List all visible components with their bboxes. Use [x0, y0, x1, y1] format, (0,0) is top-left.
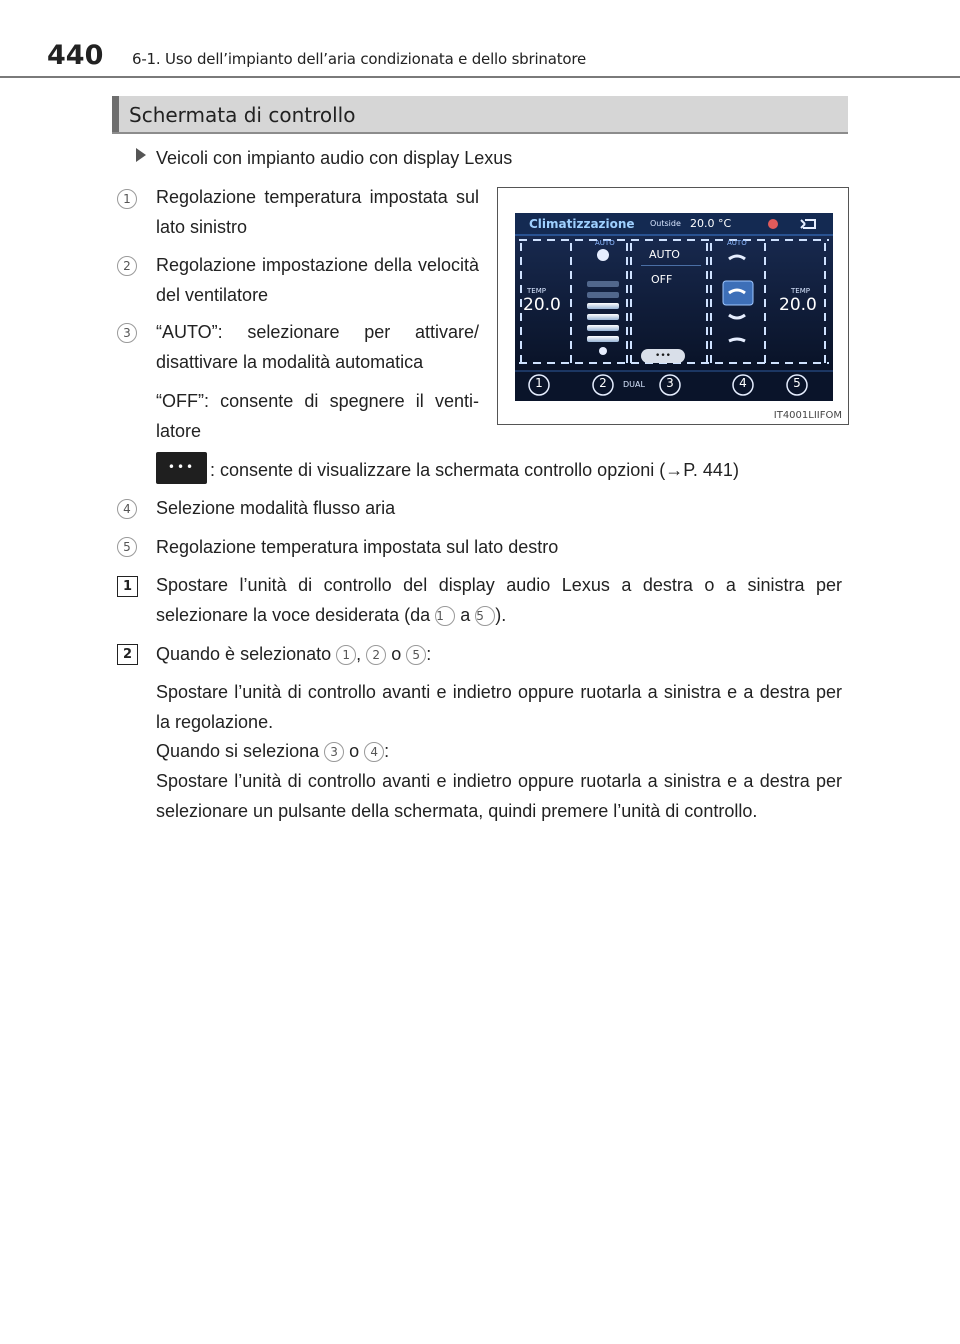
temp-value-left[interactable]: 20.0: [523, 295, 561, 315]
item-number-4: 4: [117, 499, 137, 519]
step-2-text-after: :: [426, 644, 432, 664]
outside-temp: 20.0 °C: [690, 217, 732, 230]
step-2-heading: [156, 639, 842, 669]
step-1-text: [156, 570, 842, 630]
page-number: 440: [47, 40, 104, 71]
outside-label: Outside: [650, 219, 681, 228]
step-2-ref-a: 1: [336, 645, 356, 665]
step-2-paragraph-2: [156, 736, 842, 766]
item-number-3: 3: [117, 323, 137, 343]
callout-1: 1: [535, 376, 543, 390]
step-1-text-before: Spostare l’unità di controllo del display audio Lexus a destra o a sinistra per selezionare la voce desiderata (da: [156, 575, 842, 625]
page-header: [0, 0, 960, 80]
item-text-5: Regolazione temperatura impostata sul lato destro: [156, 537, 559, 557]
item-number-5: 5: [117, 537, 137, 557]
step-1-text-after: ).: [495, 605, 507, 625]
image-code: IT4001LIIFOM: [773, 410, 842, 421]
step-1-mid: a: [460, 605, 471, 625]
auto-indicator-right: AUTO: [727, 239, 747, 247]
callout-2: 2: [599, 376, 607, 390]
item-text-3: “AUTO”: selezionare per attivare/ disattivare la modalità automatica: [156, 322, 479, 372]
step-2-para2-mid: o: [349, 741, 360, 761]
item-number-1: 1: [117, 189, 137, 209]
intro-text: Veicoli con impianto audio con display Lexus: [156, 148, 513, 168]
screen-title: Climatizzazione: [529, 217, 635, 231]
triangle-bullet-icon: [136, 148, 146, 162]
screen-more-button[interactable]: •••: [655, 351, 671, 361]
callout-3: 3: [666, 376, 674, 390]
more-options-button-icon: [156, 452, 207, 484]
item-text-4: Selezione modalità flusso aria: [156, 498, 396, 518]
more-options-text: : consente di visualizzare la schermata controllo opzioni (→P. 441): [210, 460, 739, 480]
item-3-off-text: “OFF”: consente di spegnere il venti- latore: [156, 391, 479, 441]
temp-label-right: TEMP: [791, 287, 810, 295]
chapter-title: 6-1. Uso dell’impianto dell’aria condizionata e dello sbrinatore: [132, 50, 587, 68]
step-2-para2-ref-a: 3: [324, 742, 344, 762]
step-2-text-before: Quando è selezionato: [156, 644, 332, 664]
step-2-sep: ,: [356, 644, 362, 664]
auto-button[interactable]: AUTO: [641, 248, 701, 266]
step-2-para2-before: Quando si seleziona: [156, 741, 320, 761]
step-number-1: 1: [117, 576, 138, 597]
item-number-2: 2: [117, 256, 137, 276]
climate-screen-figure: [497, 187, 849, 425]
callout-5: 5: [793, 376, 801, 390]
callout-4: 4: [739, 376, 747, 390]
step-2-ref-b: 2: [366, 645, 386, 665]
step-number-2: 2: [117, 644, 138, 665]
more-options-dots: •••: [167, 460, 196, 474]
section-title-bar: [112, 96, 848, 134]
temp-value-right[interactable]: 20.0: [779, 295, 817, 315]
climate-screen: [515, 213, 833, 401]
step-2-ref-c: 5: [406, 645, 426, 665]
step-1-ref-b: 5: [475, 606, 495, 626]
dual-label[interactable]: DUAL: [623, 380, 645, 389]
step-2-para2-after: :: [384, 741, 390, 761]
temp-label-left: TEMP: [527, 287, 546, 295]
section-title-mark: [112, 96, 119, 132]
section-title: Schermata di controllo: [129, 103, 356, 127]
header-rule: [0, 76, 960, 78]
step-2-para2-ref-b: 4: [364, 742, 384, 762]
step-1-ref-a: 1: [435, 606, 455, 626]
auto-indicator-left: AUTO: [595, 239, 615, 247]
step-2-paragraph-3: Spostare l’unità di controllo avanti e indietro oppure ruotarla a sinistra e a destra per selezionare un pulsante della schermata, quindi premere l’unità di controllo.: [156, 771, 842, 821]
off-button[interactable]: OFF: [651, 273, 673, 286]
item-text-1: Regolazione temperatura impostata sul lato sinistro: [156, 187, 479, 237]
step-2-mid: o: [391, 644, 402, 664]
item-text-2: Regolazione impostazione della velocità del ventilatore: [156, 255, 479, 305]
step-2-paragraph-1: Spostare l’unità di controllo avanti e indietro oppure ruotarla a sinistra e a destra per la regolazione.: [156, 682, 842, 732]
